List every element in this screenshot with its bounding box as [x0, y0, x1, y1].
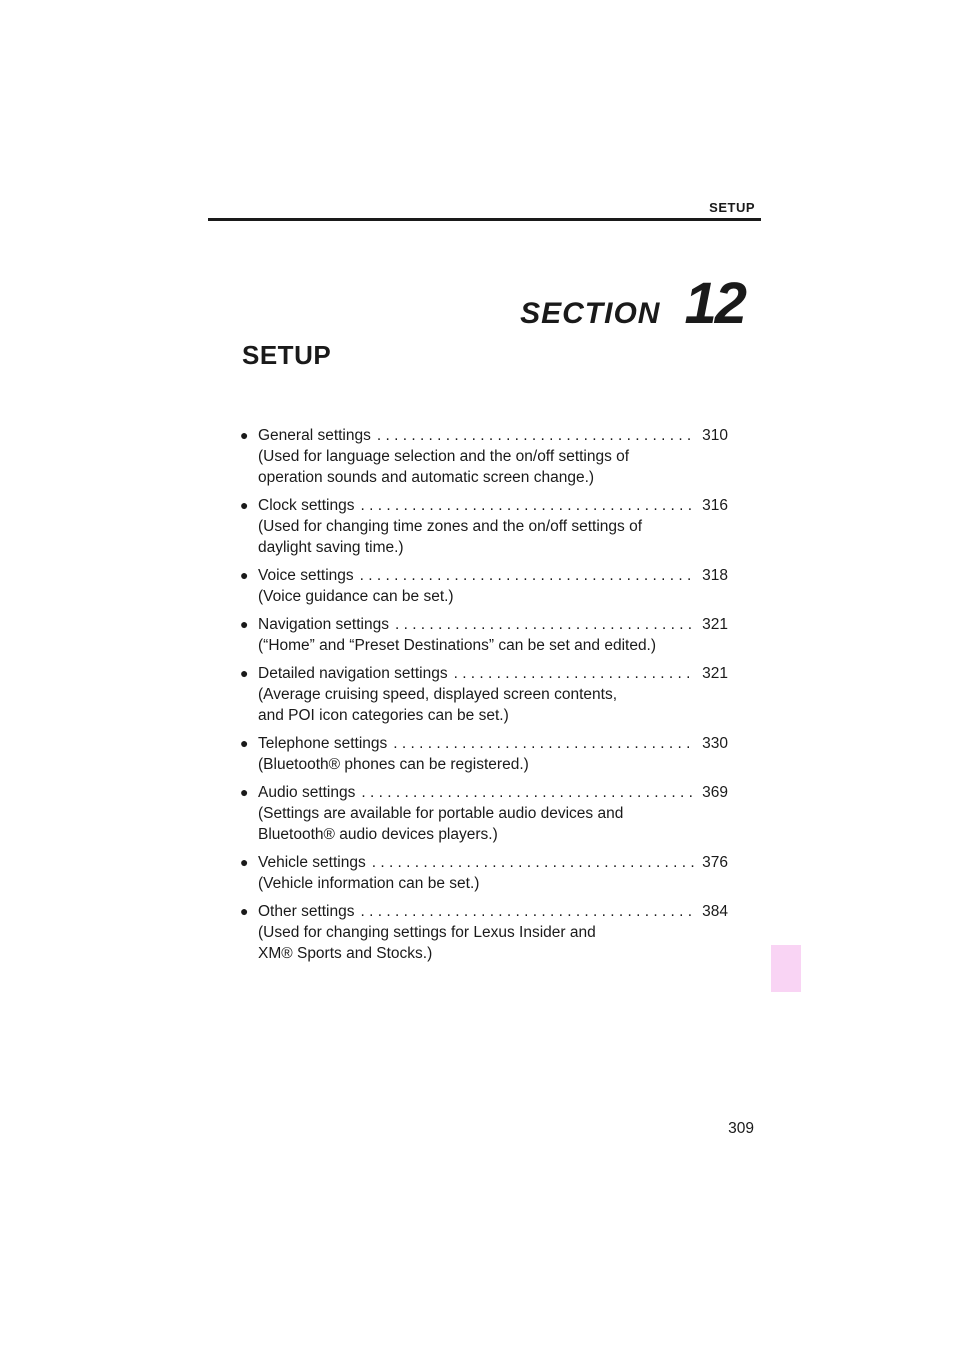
dot-leader [454, 663, 697, 684]
toc-description [240, 873, 728, 894]
dot-leader [360, 565, 696, 586]
bullet-icon: ● [240, 854, 249, 870]
dot-leader [361, 901, 697, 922]
toc-description-line: (Used for language selection and the on/off settings of [258, 448, 630, 465]
toc-description [240, 803, 728, 845]
toc-description [240, 586, 728, 607]
toc-page-ref: 316 [702, 497, 728, 514]
toc-description-line: (Used for changing settings for Lexus Insider and [258, 924, 596, 941]
page-number: 309 [728, 1120, 754, 1137]
chapter-title: SETUP [242, 340, 332, 370]
toc-description-line: and POI icon categories can be set.) [258, 707, 509, 724]
toc-description-line: (Voice guidance can be set.) [258, 588, 454, 605]
toc-entry-line [240, 663, 728, 684]
dot-leader [377, 425, 696, 446]
toc-title: Vehicle settings [258, 854, 366, 871]
toc-item[interactable] [240, 495, 728, 558]
toc-page-ref: 376 [702, 854, 728, 871]
toc-page-ref: 310 [702, 427, 728, 444]
toc-item[interactable] [240, 782, 728, 845]
toc-entry-line [240, 782, 728, 803]
toc-title: Audio settings [258, 784, 356, 801]
section-heading [520, 270, 745, 337]
dot-leader [361, 782, 696, 803]
toc-page-ref: 321 [702, 665, 728, 682]
toc-item[interactable] [240, 663, 728, 726]
toc-description [240, 754, 728, 775]
bullet-icon: ● [240, 665, 249, 681]
dot-leader [360, 495, 696, 516]
toc-description-line: Bluetooth® audio devices players.) [258, 826, 498, 843]
toc-page-ref: 384 [702, 903, 728, 920]
bullet-icon: ● [240, 497, 249, 513]
toc-description-line: (Settings are available for portable audio devices and [258, 805, 624, 822]
toc-description [240, 516, 728, 558]
toc-item[interactable] [240, 565, 728, 607]
section-tab [771, 945, 801, 992]
toc-item[interactable] [240, 852, 728, 894]
toc-description-line: (Bluetooth® phones can be registered.) [258, 756, 529, 773]
toc-page-ref: 321 [702, 616, 728, 633]
toc-description [240, 635, 728, 656]
bullet-icon: ● [240, 784, 249, 800]
toc-entry-line [240, 565, 728, 586]
toc-entry-line [240, 852, 728, 873]
bullet-icon: ● [240, 735, 249, 751]
toc-description-line: XM® Sports and Stocks.) [258, 945, 433, 962]
toc-description [240, 684, 728, 726]
bullet-icon: ● [240, 903, 249, 919]
toc-item[interactable] [240, 425, 728, 488]
bullet-icon: ● [240, 567, 249, 583]
toc-item[interactable] [240, 901, 728, 964]
toc-description [240, 446, 728, 488]
dot-leader [372, 852, 696, 873]
header-rule [208, 218, 761, 221]
toc-title: Clock settings [258, 497, 355, 514]
toc-description-line: (Used for changing time zones and the on/off settings of [258, 518, 643, 535]
section-word: SECTION [520, 297, 661, 330]
toc-page-ref: 369 [702, 784, 728, 801]
dot-leader [395, 614, 696, 635]
toc-description-line: operation sounds and automatic screen change.) [258, 469, 595, 486]
running-head: SETUP [709, 200, 755, 215]
toc-title: Telephone settings [258, 735, 388, 752]
dot-leader [393, 733, 696, 754]
toc-list [240, 425, 728, 971]
toc-item[interactable] [240, 733, 728, 775]
bullet-icon: ● [240, 427, 249, 443]
toc-description [240, 922, 728, 964]
toc-title: Other settings [258, 903, 355, 920]
toc-title: Voice settings [258, 567, 354, 584]
toc-entry-line [240, 614, 728, 635]
toc-entry-line [240, 495, 728, 516]
toc-entry-line [240, 901, 728, 922]
toc-title: Navigation settings [258, 616, 389, 633]
toc-description-line: (“Home” and “Preset Destinations” can be set and edited.) [258, 637, 657, 654]
section-number: 12 [684, 271, 745, 336]
toc-page-ref: 318 [702, 567, 728, 584]
toc-entry-line [240, 733, 728, 754]
toc-description-line: (Average cruising speed, displayed screen contents, [258, 686, 618, 703]
toc-description-line: (Vehicle information can be set.) [258, 875, 480, 892]
toc-title: Detailed navigation settings [258, 665, 448, 682]
toc-page-ref: 330 [702, 735, 728, 752]
toc-item[interactable] [240, 614, 728, 656]
toc-description-line: daylight saving time.) [258, 539, 404, 556]
toc-title: General settings [258, 427, 371, 444]
toc-entry-line [240, 425, 728, 446]
bullet-icon: ● [240, 616, 249, 632]
